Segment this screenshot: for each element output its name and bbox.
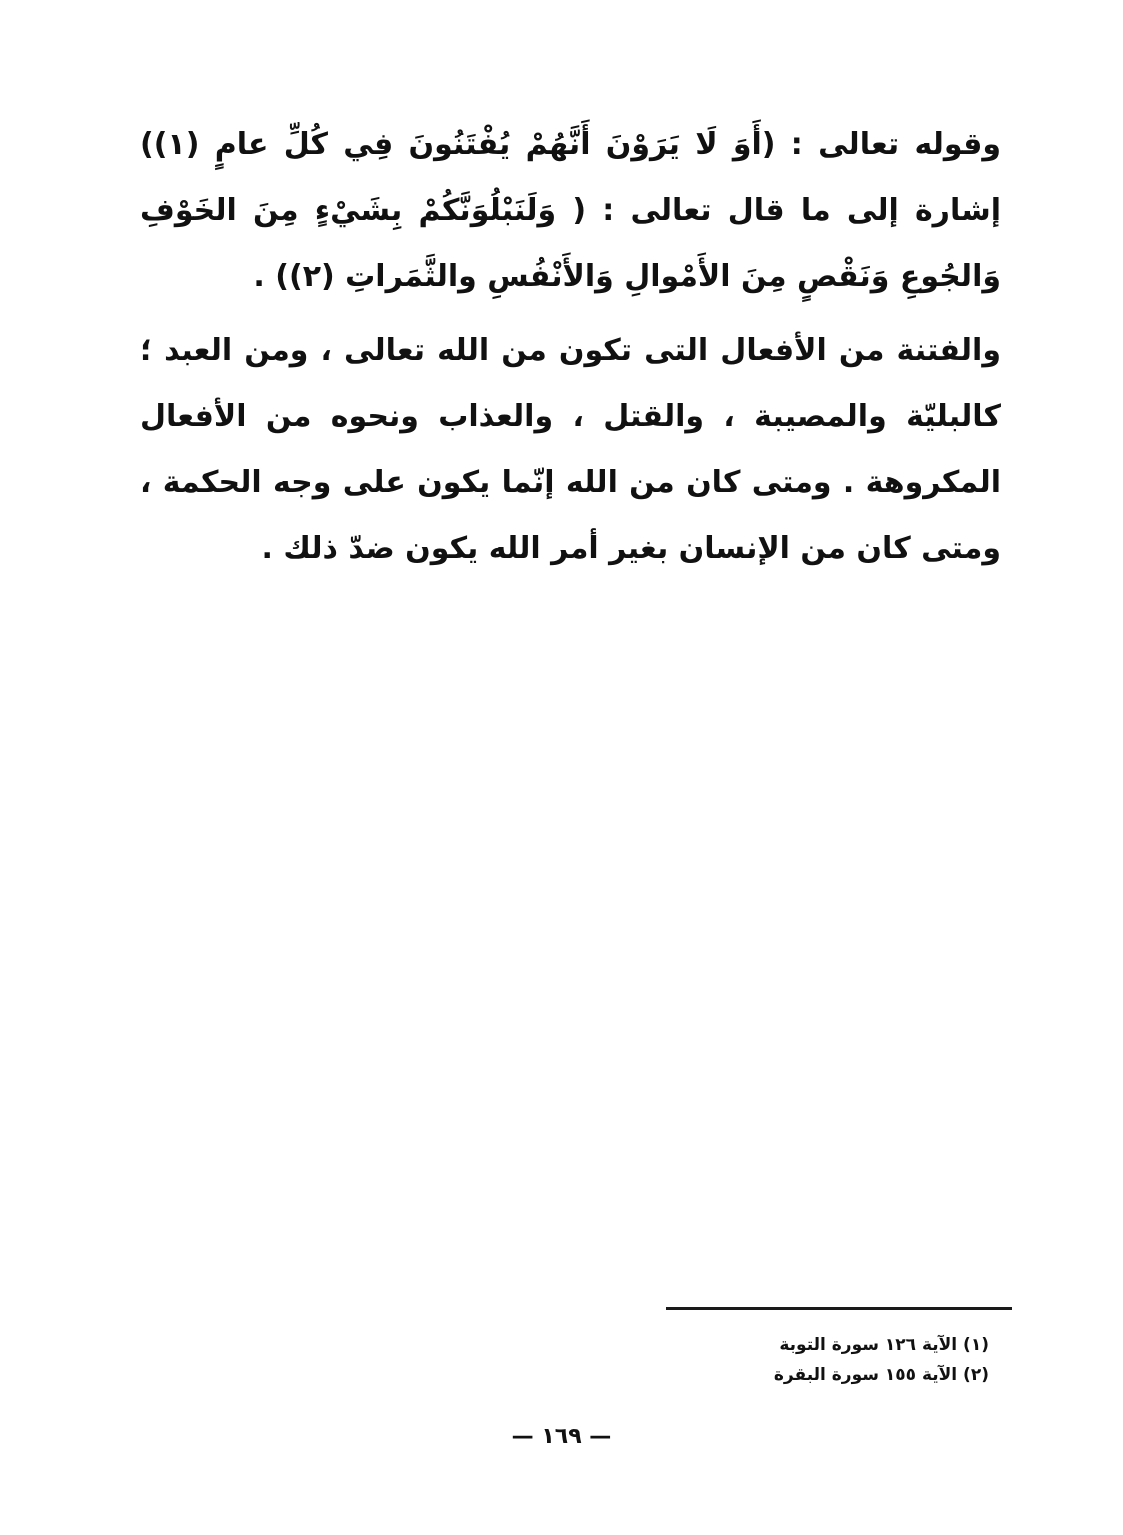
footnotes-list [774, 1330, 989, 1390]
body-paragraph-2: والفتنة من الأفعال التى تكون من الله تعالى ، ومن العبد ؛ كالبليّة والمصيبة ، والقتل ، والعذاب ونحوه من الأفعال المكروهة . ومتى كان من الله إنّما يكون على وجه الحكمة ، ومتى كان من الإنسان بغير أمر الله يكون ضدّ ذلك . [140, 333, 1001, 566]
page-number: — ١٦٩ — [511, 1424, 612, 1449]
footnote-1: (١) الآية ١٢٦ سورة التوبة [779, 1335, 989, 1355]
footnote-2: (٢) الآية ١٥٥ سورة البقرة [773, 1365, 989, 1385]
footnote-divider [666, 1307, 1012, 1310]
body-paragraph-1: وقوله تعالى : (أَوَ لَا يَرَوْنَ أَنَّهُمْ يُفْتَنُونَ فِي كُلِّ عامٍ (١)) إشارة إلى ما قال تعالى : ( وَلَنَبْلُوَنَّكُمْ بِشَيْءٍ مِنَ الخَوْفِ وَالجُوعِ وَنَقْصٍ مِنَ الأَمْوالِ وَالأَنْفُسِ والثَّمَراتِ (٢)) . [140, 127, 1001, 294]
